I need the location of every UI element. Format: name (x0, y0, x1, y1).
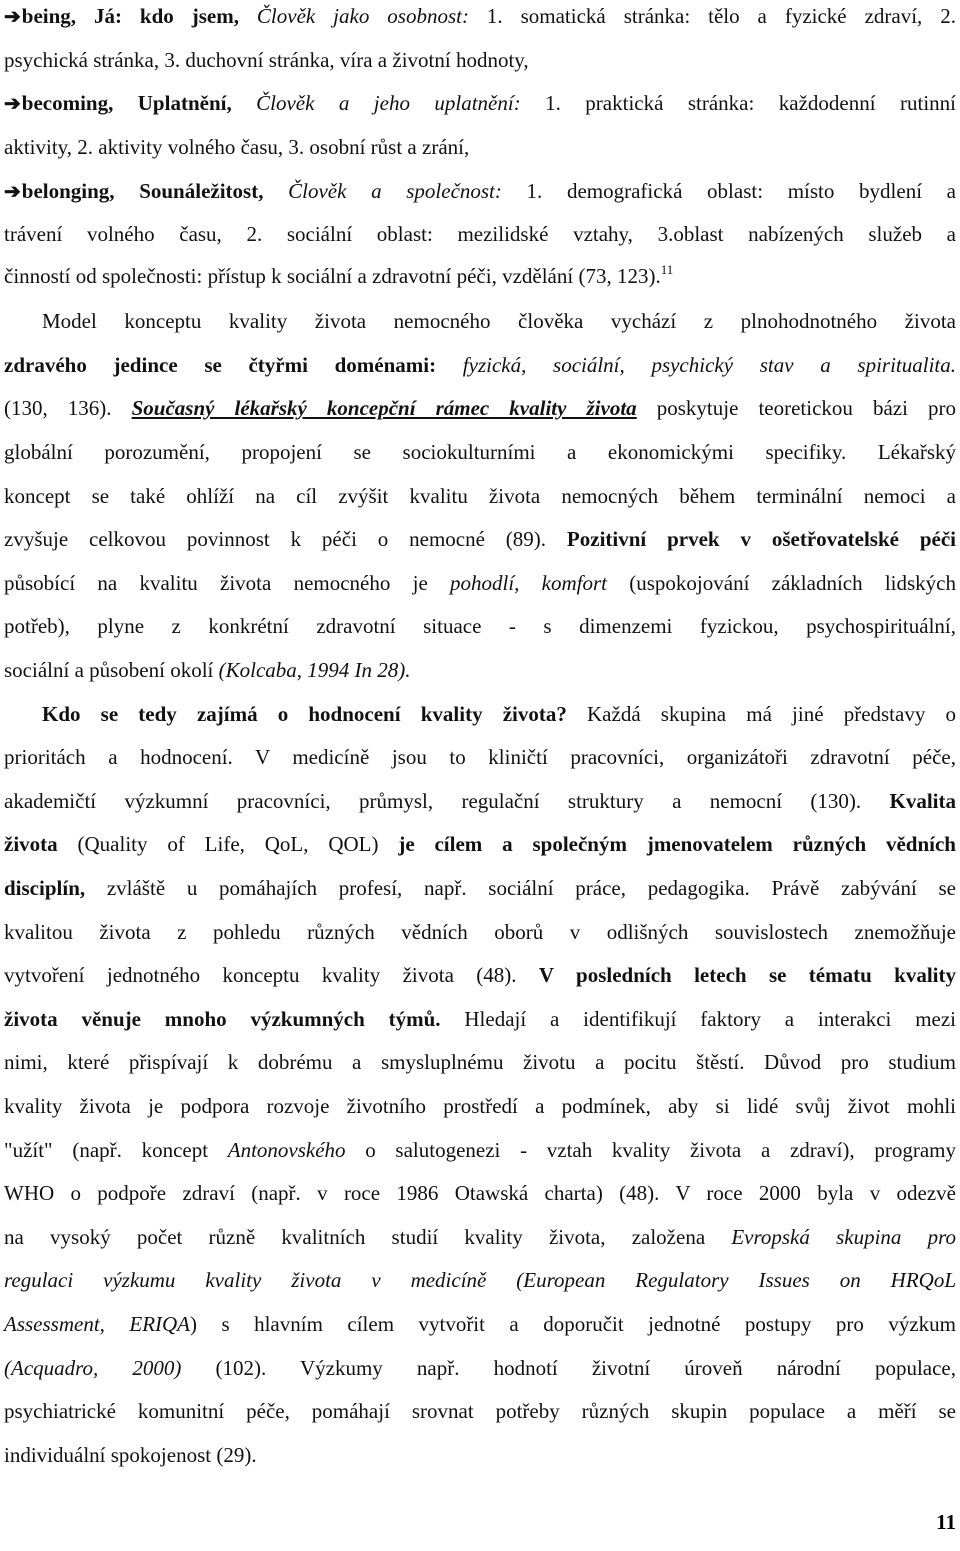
text-line: globální porozumění, propojení se sociokulturními a ekonomickými specifiky. Lékařský (4, 440, 956, 464)
text-line: (Acquadro, 2000) (102). Výzkumy např. hodnotí životní úroveň národní populace, (4, 1356, 956, 1380)
text-line: sociální a působení okolí (Kolcaba, 1994 In 28). (4, 658, 411, 682)
arrow-right-icon: ➔ (4, 6, 21, 28)
text-line: kvalitou života z pohledu různých vědních oborů v odlišných souvislostech znemožňuje (4, 920, 956, 944)
text-line: života věnuje mnoho výzkumných týmů. Hledají a identifikují faktory a interakci mezi (4, 1007, 957, 1031)
page-number: 11 (936, 1510, 956, 1534)
text-line: "užít" (např. koncept Antonovského o salutogenezi - vztah kvality života a zdraví), programy (4, 1138, 956, 1162)
text-line: individuální spokojenost (29). (4, 1443, 257, 1467)
footnote-marker: 11 (660, 262, 674, 277)
text-line: činností od společnosti: přístup k sociální a zdravotní péči, vzdělání (73, 123).$^{11}$ (4, 262, 674, 288)
text-line: disciplín, zvláště u pomáhajích profesí, např. sociální práce, pedagogika. Právě zabývání se (4, 876, 956, 900)
text-line: koncept se také ohlíží na cíl zvýšit kvalitu života nemocných během terminální nemoci a (4, 484, 956, 508)
text-line: vytvoření jednotného konceptu kvality života (48). V posledních letech se tématu kvality (4, 963, 956, 987)
text-line: psychiatrické komunitní péče, pomáhají srovnat potřeby různých skupin populace a měří se (4, 1399, 956, 1423)
text-line: Assessment, ERIQA) s hlavním cílem vytvořit a doporučit jednotné postupy pro výzkum (4, 1312, 956, 1336)
text-line: zdravého jedince se čtyřmi doménami: fyzická, sociální, psychický stav a spiritualita. (4, 353, 957, 377)
text-line: prioritách a hodnocení. V medicíně jsou to kliničtí pracovníci, organizátoři zdravotní péče, (4, 745, 956, 769)
text-line: aktivity, 2. aktivity volného času, 3. osobní růst a zrání, (4, 135, 470, 159)
text-line: psychická stránka, 3. duchovní stránka, víra a životní hodnoty, (4, 48, 529, 72)
text-line: akademičtí výzkumní pracovníci, průmysl, regulační struktury a nemocní (130). Kvalita (4, 789, 956, 813)
text-line: života (Quality of Life, QoL, QOL) je cílem a společným jmenovatelem různých vědních (4, 832, 956, 856)
text-line: trávení volného času, 2. sociální oblast: mezilidské vztahy, 3.oblast nabízených služeb a (4, 222, 956, 246)
text-line: Kdo se tedy zajímá o hodnocení kvality života? Každá skupina má jiné představy o (42, 702, 956, 726)
text-line: zvyšuje celkovou povinnost k péči o nemocné (89). Pozitivní prvek v ošetřovatelské péči (4, 527, 956, 551)
text-line: regulaci výzkumu kvality života v medicíně (European Regulatory Issues on HRQoL (4, 1268, 956, 1292)
text-line: nimi, které přispívají k dobrému a smysluplnému životu a pocitu štěstí. Důvod pro studium (4, 1050, 956, 1074)
text-line: ➔belonging, Sounáležitost, Člověk a společnost: 1. demografická oblast: místo bydlení a (4, 179, 956, 203)
text-line: na vysoký počet různě kvalitních studií kvality života, založena Evropská skupina pro (4, 1225, 956, 1249)
text-line: WHO o podpoře zdraví (např. v roce 1986 Otawská charta) (48). V roce 2000 byla v odezvě (4, 1181, 956, 1205)
text-line: ➔becoming, Uplatnění, Člověk a jeho uplatnění: 1. praktická stránka: každodenní rutinní (4, 91, 956, 115)
text-line: působící na kvalitu života nemocného je pohodlí, komfort (uspokojování základních lidských (4, 571, 957, 595)
text-line: potřeb), plyne z konkrétní zdravotní situace - s dimenzemi fyzickou, psychospirituální, (4, 614, 956, 638)
arrow-right-icon: ➔ (4, 93, 21, 115)
text-line: (130, 136). Současný lékařský koncepční rámec kvality života poskytuje teoretickou bázi pro (4, 396, 956, 420)
arrow-right-icon: ➔ (4, 181, 21, 203)
text-line: kvality života je podpora rozvoje životního prostředí a podmínek, aby si lidé svůj život mohli (4, 1094, 956, 1118)
text-line: Model konceptu kvality života nemocného člověka vychází z plnohodnotného života (42, 309, 956, 333)
text-line: ➔being, Já: kdo jsem, Člověk jako osobnost: 1. somatická stránka: tělo a fyzické zdraví, 2. (4, 4, 956, 28)
